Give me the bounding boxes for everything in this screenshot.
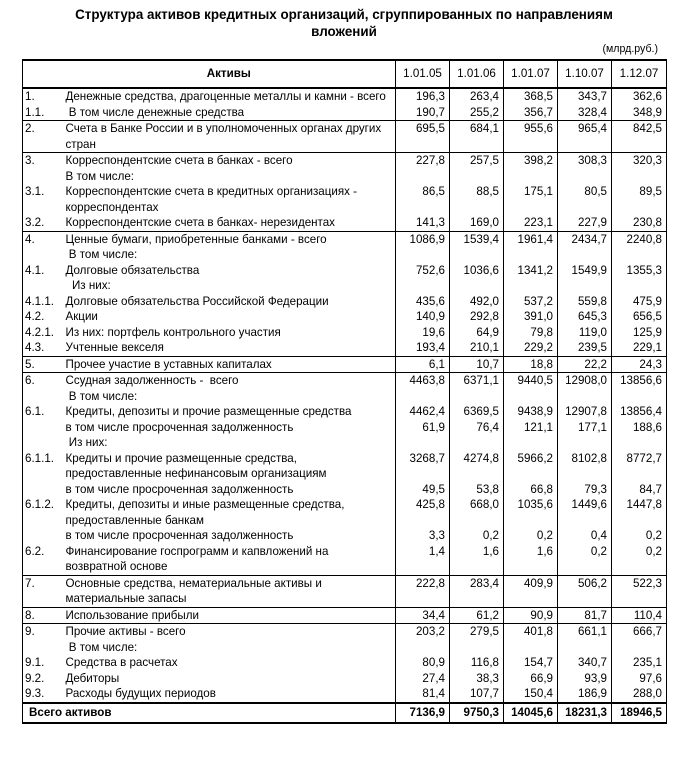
row-number xyxy=(23,247,63,263)
row-number: 5. xyxy=(23,356,63,373)
row-label: Долговые обязательства xyxy=(63,263,396,279)
row-label: в том числе просроченная задолженность xyxy=(63,482,396,498)
row-label: Из них: xyxy=(63,278,396,294)
row-label: Кредиты и прочие размещенные средства, предоставленные нефинансовым организациям xyxy=(63,451,396,482)
row-value: 169,0 xyxy=(450,215,504,231)
table-row xyxy=(23,294,667,310)
row-number: 6.2. xyxy=(23,544,63,576)
row-number: 3. xyxy=(23,153,63,169)
row-number: 2. xyxy=(23,121,63,153)
row-value: 1447,8 xyxy=(612,497,667,528)
table-row xyxy=(23,435,667,451)
row-value: 279,5 xyxy=(450,624,504,640)
row-value: 343,7 xyxy=(558,88,612,105)
table-row xyxy=(23,184,667,215)
table-row xyxy=(23,389,667,405)
row-value: 86,5 xyxy=(396,184,450,215)
row-label: В том числе: xyxy=(63,247,396,263)
row-value: 1036,6 xyxy=(450,263,504,279)
report-title xyxy=(0,6,688,40)
row-value: 80,9 xyxy=(396,655,450,671)
header-assets: Активы xyxy=(63,60,396,88)
row-value: 84,7 xyxy=(612,482,667,498)
row-value: 6,1 xyxy=(396,356,450,373)
row-number: 4.3. xyxy=(23,340,63,356)
row-value xyxy=(450,278,504,294)
table-row xyxy=(23,373,667,389)
header-date: 1.01.07 xyxy=(504,60,558,88)
row-value: 368,5 xyxy=(504,88,558,105)
row-value: 190,7 xyxy=(396,105,450,121)
row-value: 229,2 xyxy=(504,340,558,356)
row-label: Корреспондентские счета в банках - всего xyxy=(63,153,396,169)
table-row xyxy=(23,121,667,153)
row-label: Учтенные векселя xyxy=(63,340,396,356)
row-label: Ссудная задолженность - всего xyxy=(63,373,396,389)
row-value: 125,9 xyxy=(612,325,667,341)
row-label: Акции xyxy=(63,309,396,325)
row-value: 668,0 xyxy=(450,497,504,528)
table-row xyxy=(23,624,667,640)
row-number xyxy=(23,640,63,656)
row-label: Использование прибыли xyxy=(63,607,396,624)
row-label: В том числе денежные средства xyxy=(63,105,396,121)
row-value: 0,4 xyxy=(558,528,612,544)
total-value: 14045,6 xyxy=(504,703,558,723)
table-row xyxy=(23,655,667,671)
row-value: 89,5 xyxy=(612,184,667,215)
table-row xyxy=(23,231,667,247)
row-label: Дебиторы xyxy=(63,671,396,687)
row-number: 6.1.1. xyxy=(23,451,63,482)
table-row xyxy=(23,105,667,121)
row-value: 0,2 xyxy=(504,528,558,544)
row-value: 13856,6 xyxy=(612,373,667,389)
row-value: 229,1 xyxy=(612,340,667,356)
row-value: 391,0 xyxy=(504,309,558,325)
row-value: 107,7 xyxy=(450,686,504,703)
row-value: 684,1 xyxy=(450,121,504,153)
row-value: 24,3 xyxy=(612,356,667,373)
table-row xyxy=(23,671,667,687)
row-value xyxy=(504,169,558,185)
row-label: Расходы будущих периодов xyxy=(63,686,396,703)
row-value: 1355,3 xyxy=(612,263,667,279)
table-row xyxy=(23,451,667,482)
row-number: 4.2.1. xyxy=(23,325,63,341)
table-row xyxy=(23,404,667,420)
row-label: Финансирование госпрограмм и капвложений на возвратной основе xyxy=(63,544,396,576)
row-value: 19,6 xyxy=(396,325,450,341)
row-value: 9440,5 xyxy=(504,373,558,389)
row-value: 80,5 xyxy=(558,184,612,215)
row-value: 141,3 xyxy=(396,215,450,231)
row-value: 308,3 xyxy=(558,153,612,169)
row-value xyxy=(450,435,504,451)
row-value: 1,6 xyxy=(450,544,504,576)
row-label: Счета в Банке России и в уполномоченных органах других стран xyxy=(63,121,396,153)
row-value xyxy=(612,640,667,656)
assets-table xyxy=(22,59,667,724)
row-value: 2240,8 xyxy=(612,231,667,247)
row-value: 522,3 xyxy=(612,575,667,607)
row-value: 695,5 xyxy=(396,121,450,153)
row-value: 656,5 xyxy=(612,309,667,325)
row-value: 1449,6 xyxy=(558,497,612,528)
row-value xyxy=(504,247,558,263)
row-value: 398,2 xyxy=(504,153,558,169)
row-value xyxy=(450,389,504,405)
table-row xyxy=(23,169,667,185)
header-date: 1.12.07 xyxy=(612,60,667,88)
row-value xyxy=(558,435,612,451)
row-value: 81,4 xyxy=(396,686,450,703)
row-number xyxy=(23,482,63,498)
row-value: 235,1 xyxy=(612,655,667,671)
row-value: 53,8 xyxy=(450,482,504,498)
total-label: Всего активов xyxy=(23,703,396,723)
table-row xyxy=(23,528,667,544)
row-value: 283,4 xyxy=(450,575,504,607)
row-value: 257,5 xyxy=(450,153,504,169)
row-value xyxy=(396,389,450,405)
table-row xyxy=(23,215,667,231)
row-label: Ценные бумаги, приобретенные банками - всего xyxy=(63,231,396,247)
row-value: 222,8 xyxy=(396,575,450,607)
row-value: 425,8 xyxy=(396,497,450,528)
row-value: 0,2 xyxy=(612,528,667,544)
row-value: 61,9 xyxy=(396,420,450,436)
row-value: 965,4 xyxy=(558,121,612,153)
row-value: 203,2 xyxy=(396,624,450,640)
row-value: 76,4 xyxy=(450,420,504,436)
row-label: Прочие активы - всего xyxy=(63,624,396,640)
row-value: 255,2 xyxy=(450,105,504,121)
row-value: 955,6 xyxy=(504,121,558,153)
row-value: 150,4 xyxy=(504,686,558,703)
row-value: 34,4 xyxy=(396,607,450,624)
row-value xyxy=(396,169,450,185)
row-value: 210,1 xyxy=(450,340,504,356)
row-value xyxy=(558,389,612,405)
row-value: 4274,8 xyxy=(450,451,504,482)
row-value: 230,8 xyxy=(612,215,667,231)
row-value: 79,8 xyxy=(504,325,558,341)
row-value: 175,1 xyxy=(504,184,558,215)
row-value: 3268,7 xyxy=(396,451,450,482)
row-value xyxy=(504,640,558,656)
row-number: 8. xyxy=(23,607,63,624)
row-value: 64,9 xyxy=(450,325,504,341)
row-value: 4462,4 xyxy=(396,404,450,420)
row-value: 0,2 xyxy=(612,544,667,576)
row-value: 140,9 xyxy=(396,309,450,325)
row-value: 356,7 xyxy=(504,105,558,121)
row-value: 186,9 xyxy=(558,686,612,703)
row-value xyxy=(558,640,612,656)
table-row xyxy=(23,497,667,528)
table-row xyxy=(23,278,667,294)
row-value: 121,1 xyxy=(504,420,558,436)
row-number: 9.3. xyxy=(23,686,63,703)
row-number xyxy=(23,528,63,544)
row-value xyxy=(450,247,504,263)
table-row xyxy=(23,482,667,498)
row-value xyxy=(558,169,612,185)
row-value xyxy=(612,435,667,451)
row-value: 661,1 xyxy=(558,624,612,640)
row-value: 1,6 xyxy=(504,544,558,576)
row-value: 537,2 xyxy=(504,294,558,310)
row-value: 97,6 xyxy=(612,671,667,687)
row-number: 6.1.2. xyxy=(23,497,63,528)
row-value: 79,3 xyxy=(558,482,612,498)
row-value: 292,8 xyxy=(450,309,504,325)
row-value: 1086,9 xyxy=(396,231,450,247)
row-value: 227,8 xyxy=(396,153,450,169)
row-value xyxy=(558,247,612,263)
row-label: в том числе просроченная задолженность xyxy=(63,420,396,436)
table-row xyxy=(23,263,667,279)
row-value: 227,9 xyxy=(558,215,612,231)
table-body xyxy=(23,88,667,703)
row-value: 506,2 xyxy=(558,575,612,607)
table-row xyxy=(23,325,667,341)
row-label: В том числе: xyxy=(63,389,396,405)
row-value xyxy=(612,389,667,405)
row-value: 288,0 xyxy=(612,686,667,703)
row-value: 10,7 xyxy=(450,356,504,373)
row-value: 1539,4 xyxy=(450,231,504,247)
row-value: 362,6 xyxy=(612,88,667,105)
row-value xyxy=(396,278,450,294)
row-number: 6.1. xyxy=(23,404,63,420)
row-value xyxy=(450,640,504,656)
table-row xyxy=(23,340,667,356)
row-value xyxy=(612,247,667,263)
row-value: 0,2 xyxy=(558,544,612,576)
row-number xyxy=(23,389,63,405)
row-value: 475,9 xyxy=(612,294,667,310)
row-label: Основные средства, нематериальные активы и материальные запасы xyxy=(63,575,396,607)
row-value: 1961,4 xyxy=(504,231,558,247)
row-label: В том числе: xyxy=(63,640,396,656)
row-number xyxy=(23,278,63,294)
table-row xyxy=(23,420,667,436)
total-row xyxy=(23,703,667,723)
row-value xyxy=(396,435,450,451)
total-value: 7136,9 xyxy=(396,703,450,723)
row-value: 6371,1 xyxy=(450,373,504,389)
row-value: 66,8 xyxy=(504,482,558,498)
table-row xyxy=(23,153,667,169)
row-number: 9. xyxy=(23,624,63,640)
row-value xyxy=(396,247,450,263)
row-number: 4. xyxy=(23,231,63,247)
row-number: 9.2. xyxy=(23,671,63,687)
row-value: 645,3 xyxy=(558,309,612,325)
row-value: 12908,0 xyxy=(558,373,612,389)
row-value: 61,2 xyxy=(450,607,504,624)
table-row xyxy=(23,686,667,703)
row-value: 93,9 xyxy=(558,671,612,687)
row-value: 842,5 xyxy=(612,121,667,153)
row-number xyxy=(23,169,63,185)
row-label: В том числе: xyxy=(63,169,396,185)
row-value: 22,2 xyxy=(558,356,612,373)
row-value: 6369,5 xyxy=(450,404,504,420)
row-value: 223,1 xyxy=(504,215,558,231)
row-value: 193,4 xyxy=(396,340,450,356)
row-label: Кредиты, депозиты и прочие размещенные средства xyxy=(63,404,396,420)
row-value: 1341,2 xyxy=(504,263,558,279)
row-value: 1549,9 xyxy=(558,263,612,279)
row-number: 3.2. xyxy=(23,215,63,231)
row-value: 119,0 xyxy=(558,325,612,341)
row-value xyxy=(504,435,558,451)
row-value: 8772,7 xyxy=(612,451,667,482)
total-value: 9750,3 xyxy=(450,703,504,723)
row-number: 1. xyxy=(23,88,63,105)
row-label: Корреспондентские счета в банках- нерезидентах xyxy=(63,215,396,231)
row-value: 348,9 xyxy=(612,105,667,121)
header-date: 1.10.07 xyxy=(558,60,612,88)
table-row xyxy=(23,88,667,105)
row-value: 401,8 xyxy=(504,624,558,640)
row-value: 320,3 xyxy=(612,153,667,169)
row-value: 559,8 xyxy=(558,294,612,310)
row-label: Средства в расчетах xyxy=(63,655,396,671)
row-value: 27,4 xyxy=(396,671,450,687)
row-value: 116,8 xyxy=(450,655,504,671)
row-value: 154,7 xyxy=(504,655,558,671)
row-value: 492,0 xyxy=(450,294,504,310)
table-row xyxy=(23,575,667,607)
row-label: Прочее участие в уставных капиталах xyxy=(63,356,396,373)
row-number xyxy=(23,435,63,451)
row-value: 8102,8 xyxy=(558,451,612,482)
row-value: 1035,6 xyxy=(504,497,558,528)
row-value: 409,9 xyxy=(504,575,558,607)
row-value: 340,7 xyxy=(558,655,612,671)
total-value: 18946,5 xyxy=(612,703,667,723)
row-number: 1.1. xyxy=(23,105,63,121)
row-label: Денежные средства, драгоценные металлы и камни - всего xyxy=(63,88,396,105)
row-number: 4.2. xyxy=(23,309,63,325)
row-value: 1,4 xyxy=(396,544,450,576)
table-row xyxy=(23,544,667,576)
row-value: 66,9 xyxy=(504,671,558,687)
row-value: 5966,2 xyxy=(504,451,558,482)
row-value: 196,3 xyxy=(396,88,450,105)
row-label: Из них: xyxy=(63,435,396,451)
row-value: 81,7 xyxy=(558,607,612,624)
row-value xyxy=(504,389,558,405)
row-value: 13856,4 xyxy=(612,404,667,420)
row-number: 6. xyxy=(23,373,63,389)
row-value: 110,4 xyxy=(612,607,667,624)
row-value: 3,3 xyxy=(396,528,450,544)
row-value xyxy=(504,278,558,294)
row-value xyxy=(558,278,612,294)
title-line-1: Структура активов кредитных организаций, сгруппированных по направлениям xyxy=(75,7,613,22)
header-date: 1.01.06 xyxy=(450,60,504,88)
row-value: 12907,8 xyxy=(558,404,612,420)
table-row xyxy=(23,607,667,624)
row-value: 49,5 xyxy=(396,482,450,498)
row-label: Кредиты, депозиты и иные размещенные средства, предоставленные банкам xyxy=(63,497,396,528)
row-label: Корреспондентские счета в кредитных организациях - корреспондентах xyxy=(63,184,396,215)
row-number: 3.1. xyxy=(23,184,63,215)
total-value: 18231,3 xyxy=(558,703,612,723)
row-value xyxy=(396,640,450,656)
row-value: 188,6 xyxy=(612,420,667,436)
row-value xyxy=(612,278,667,294)
row-value: 38,3 xyxy=(450,671,504,687)
table-row xyxy=(23,309,667,325)
table-header-row xyxy=(23,60,667,88)
title-line-2: вложений xyxy=(311,24,377,39)
row-value: 4463,8 xyxy=(396,373,450,389)
header-date: 1.01.05 xyxy=(396,60,450,88)
header-num-cell xyxy=(23,60,63,88)
table-row xyxy=(23,356,667,373)
row-value: 2434,7 xyxy=(558,231,612,247)
row-value: 435,6 xyxy=(396,294,450,310)
row-label: Долговые обязательства Российской Федерации xyxy=(63,294,396,310)
row-number: 4.1. xyxy=(23,263,63,279)
row-value xyxy=(612,169,667,185)
row-value xyxy=(450,169,504,185)
row-number: 9.1. xyxy=(23,655,63,671)
row-value: 0,2 xyxy=(450,528,504,544)
row-value: 239,5 xyxy=(558,340,612,356)
row-label: Из них: портфель контрольного участия xyxy=(63,325,396,341)
row-value: 666,7 xyxy=(612,624,667,640)
row-number xyxy=(23,420,63,436)
row-number: 7. xyxy=(23,575,63,607)
table-row xyxy=(23,247,667,263)
row-value: 263,4 xyxy=(450,88,504,105)
units-label: (млрд.руб.) xyxy=(602,43,658,55)
table-row xyxy=(23,640,667,656)
row-value: 752,6 xyxy=(396,263,450,279)
row-value: 177,1 xyxy=(558,420,612,436)
row-value: 328,4 xyxy=(558,105,612,121)
row-number: 4.1.1. xyxy=(23,294,63,310)
row-label: в том числе просроченная задолженность xyxy=(63,528,396,544)
row-value: 18,8 xyxy=(504,356,558,373)
row-value: 9438,9 xyxy=(504,404,558,420)
row-value: 88,5 xyxy=(450,184,504,215)
row-value: 90,9 xyxy=(504,607,558,624)
